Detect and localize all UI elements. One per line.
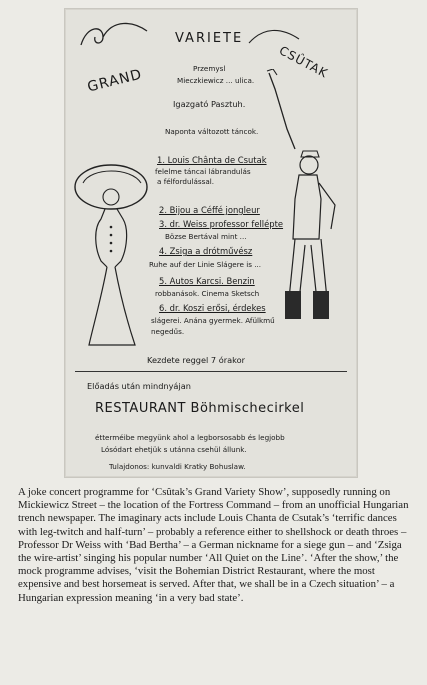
act-3-desc: Bözse Bertával mint ... <box>165 232 247 241</box>
act-1-desc: felelme táncai lábrandulás <box>155 167 251 176</box>
figure-caption: A joke concert programme for ‘Csûtak’s Grand Variety Show’, supposedly running on Mickiewicz Street – the location of the Fortress Command – from an unofficial Hungarian trench newspaper. The imaginary acts include Louis Chanta de Csutak’s ‘terrific dances with leg-twitch and half-turn’ – probably a reference either to shellshock or death throes – Professor Dr Weiss with ‘Bad Bertha’ – a German nickname for a siege gun – and ‘Zsiga the wire-artist’ singing his popular number ‘All Quiet on the Line’. ‘After the show,’ the mock programme advises, ‘visit the Bohemian District Restaurant, where the most expensive and best horsemeat is served. After that, we shall be in a Czech situation’ – a Hungarian expression meaning ‘in a very bad state’. <box>18 486 409 604</box>
title-grand: GRAND <box>85 66 144 96</box>
act-5: 5. Autos Karcsi. Benzin <box>159 276 255 286</box>
place-label: Przemysl <box>193 64 226 73</box>
title-variete: VARIETE <box>175 31 244 46</box>
ornament-swirl <box>73 15 153 55</box>
restaurant-line-2: Lósódart ehetjük s utánna csehül állunk. <box>101 445 247 454</box>
intro-label: Naponta változott táncok. <box>165 127 259 136</box>
title-csutak: CSÛTAK <box>276 43 331 81</box>
programme-illustration <box>64 8 358 478</box>
act-6-desc: slágerei. Anána gyermek. Afülkmű <box>151 316 275 325</box>
act-2: 2. Bijou a Céffé jongleur <box>159 205 260 215</box>
act-5-desc: robbanások. Cinema Sketsch <box>155 289 260 298</box>
street-label: Mieczkiewicz ... ulica. <box>177 76 255 85</box>
director-label: Igazgató Pasztuh. <box>173 99 246 109</box>
act-1-desc-2: a félfordulással. <box>157 177 215 186</box>
restaurant-line-1: étterméibe megyünk ahol a legborsosabb és legjobb <box>95 433 285 442</box>
act-3: 3. dr. Weiss professor fellépte <box>159 219 284 229</box>
act-6-desc-2: negedűs. <box>151 327 185 336</box>
act-4-desc: Ruhe auf der Linie Slágere is ... <box>149 260 262 269</box>
ornament-flourish <box>245 23 305 53</box>
after-show: Előadás után mindnyájan <box>87 381 191 391</box>
act-1: 1. Louis Chânta de Csutak <box>157 155 267 165</box>
divider-rule <box>75 371 347 372</box>
soldier-figure-drawing <box>265 69 345 349</box>
restaurant-name: RESTAURANT Böhmischecirkel <box>95 401 305 416</box>
start-time: Kezdete reggel 7 órakor <box>147 355 245 365</box>
act-6: 6. dr. Koszi erősi, érdekes <box>159 303 266 313</box>
owner-label: Tulajdonos: kunvaldi Kratky Bohuslaw. <box>109 462 246 471</box>
lady-figure-drawing <box>71 149 151 349</box>
act-4: 4. Zsiga a drótművész <box>159 246 253 256</box>
